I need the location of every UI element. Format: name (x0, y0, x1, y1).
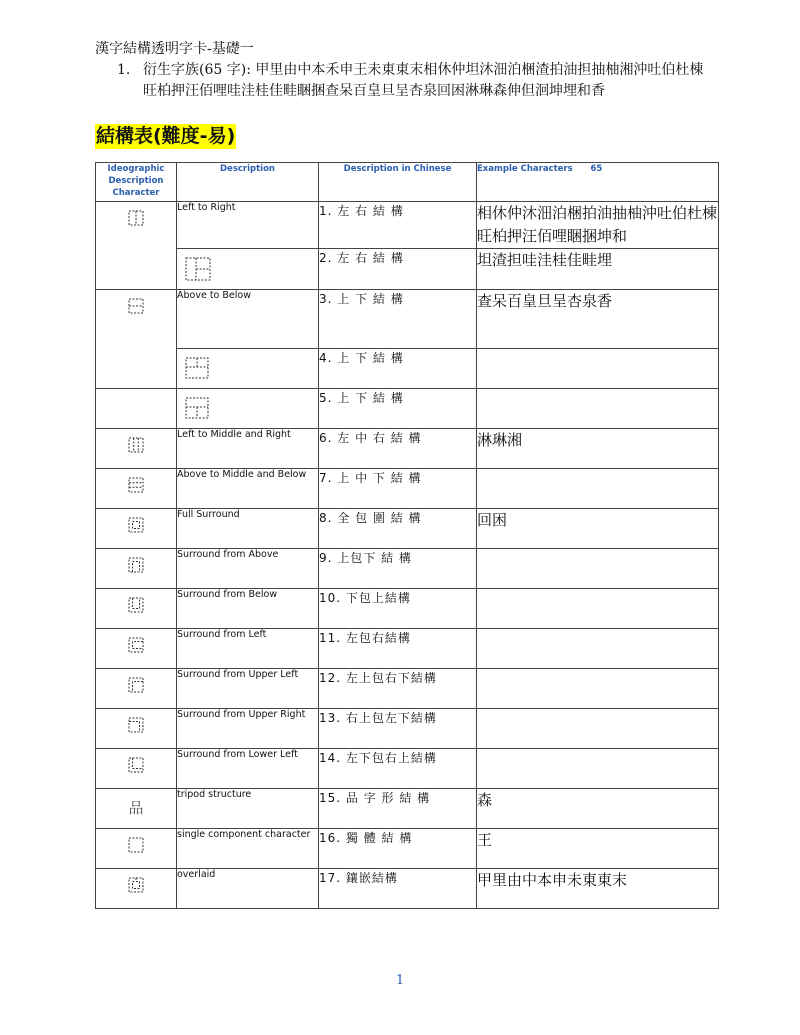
character-family (117, 60, 717, 102)
description-cell: Surround from Below (177, 589, 319, 629)
icon-cell (96, 869, 177, 909)
description-cell: single component character (177, 829, 319, 869)
tb-structure-icon (128, 298, 144, 314)
chinese-description-cell: 15. 品 字 形 結 構 (319, 789, 477, 829)
icon-cell (96, 589, 177, 629)
chinese-description-cell: 16. 獨 體 結 構 (319, 829, 477, 869)
example-characters-cell: 坦渣担哇洼桂佳畦埋 (477, 249, 719, 290)
table-row (96, 429, 719, 469)
chinese-description-cell: 2. 左 右 結 構 (319, 249, 477, 290)
header-examples (477, 163, 719, 202)
example-characters-cell (477, 469, 719, 509)
overlaid-structure-icon (128, 877, 144, 893)
table-row (96, 202, 719, 249)
table-row (96, 290, 719, 349)
header-examples-count: 65 (590, 164, 603, 174)
chinese-description-cell: 9. 上包下 結 構 (319, 549, 477, 589)
description-cell: Above to Middle and Below (177, 469, 319, 509)
lmr-structure-icon (128, 437, 144, 453)
table-row (96, 389, 719, 429)
table-row (96, 589, 719, 629)
chinese-description-cell: 6. 左 中 右 結 構 (319, 429, 477, 469)
full-structure-icon (128, 517, 144, 533)
table-row (96, 829, 719, 869)
description-cell: Surround from Left (177, 629, 319, 669)
example-characters-cell: 回困 (477, 509, 719, 549)
structure-table (95, 162, 719, 909)
table-row (96, 349, 719, 389)
example-characters-cell (477, 749, 719, 789)
description-cell: Left to Middle and Right (177, 429, 319, 469)
example-characters-cell (477, 349, 719, 389)
header-description: Description (177, 163, 319, 202)
page-number: 1 (395, 973, 405, 988)
ll-structure-icon (128, 757, 144, 773)
table-row (96, 669, 719, 709)
icon-cell (177, 349, 319, 389)
section-title: 結構表(難度-易) (96, 125, 236, 147)
above-structure-icon (128, 557, 144, 573)
table-row (96, 709, 719, 749)
tb3-structure-icon (185, 397, 209, 419)
chinese-description-cell: 13. 右上包左下結構 (319, 709, 477, 749)
example-characters-cell (477, 389, 719, 429)
icon-cell (96, 789, 177, 829)
table-row (96, 869, 719, 909)
empty-cell (96, 349, 177, 389)
table-row (96, 749, 719, 789)
family-number: 1. (117, 62, 131, 78)
example-characters-cell (477, 629, 719, 669)
description-cell: Left to Right (177, 202, 319, 249)
icon-cell (96, 549, 177, 589)
example-characters-cell: 森 (477, 789, 719, 829)
icon-cell (96, 749, 177, 789)
icon-cell (96, 202, 177, 249)
lr2-structure-icon (185, 257, 211, 281)
header-icon: Ideographic Description Character (96, 163, 177, 202)
icon-cell (177, 249, 319, 290)
table-row (96, 469, 719, 509)
icon-cell (96, 469, 177, 509)
example-characters-cell (477, 669, 719, 709)
ur-structure-icon (128, 717, 144, 733)
icon-cell (96, 629, 177, 669)
example-characters-cell: 王 (477, 829, 719, 869)
description-cell: Surround from Above (177, 549, 319, 589)
chinese-description-cell: 12. 左上包右下結構 (319, 669, 477, 709)
example-characters-cell: 相休仲沐沺泊梱拍油抽柚沖吐伯杜棟旺柏押汪佰哩睏捆坤和 (477, 202, 719, 249)
ul-structure-icon (128, 677, 144, 693)
icon-cell (177, 389, 319, 429)
empty-cell (96, 249, 177, 290)
single-structure-icon (128, 837, 144, 853)
description-cell: Surround from Lower Left (177, 749, 319, 789)
description-cell: overlaid (177, 869, 319, 909)
chinese-description-cell: 3. 上 下 結 構 (319, 290, 477, 349)
description-cell: tripod structure (177, 789, 319, 829)
icon-cell (96, 509, 177, 549)
description-cell: Surround from Upper Right (177, 709, 319, 749)
table-row (96, 789, 719, 829)
below-structure-icon (128, 597, 144, 613)
chinese-description-cell: 1. 左 右 結 構 (319, 202, 477, 249)
table-row (96, 629, 719, 669)
description-cell: Surround from Upper Left (177, 669, 319, 709)
example-characters-cell: 甲里由中本申未東東末 (477, 869, 719, 909)
icon-cell (96, 669, 177, 709)
chinese-description-cell: 7. 上 中 下 結 構 (319, 469, 477, 509)
table-row (96, 509, 719, 549)
header-examples-label: Example Characters (477, 164, 573, 174)
icon-cell (96, 829, 177, 869)
icon-cell (96, 429, 177, 469)
chinese-description-cell: 4. 上 下 結 構 (319, 349, 477, 389)
chinese-description-cell: 10. 下包上結構 (319, 589, 477, 629)
tripod-icon: 品 (128, 799, 144, 817)
description-cell: Full Surround (177, 509, 319, 549)
table-row (96, 549, 719, 589)
header-chinese: Description in Chinese (319, 163, 477, 202)
table-row (96, 249, 719, 290)
chinese-description-cell: 11. 左包右結構 (319, 629, 477, 669)
example-characters-cell: 查呆百皇旦呈杏泉香 (477, 290, 719, 349)
family-text: 衍生字族(65 字): 甲里由中本禾申王未東東末相休仲坦沐沺泊梱渣拍油担抽柚湘沖吐伯杜棟旺柏押汪佰哩哇洼桂佳畦睏捆查呆百皇旦呈杏泉回困淋琳森伸但洄坤埋和香 (143, 62, 704, 99)
example-characters-cell: 淋琳湘 (477, 429, 719, 469)
icon-cell (96, 290, 177, 349)
empty-cell (96, 389, 177, 429)
example-characters-cell (477, 549, 719, 589)
chinese-description-cell: 5. 上 下 結 構 (319, 389, 477, 429)
icon-cell (96, 709, 177, 749)
chinese-description-cell: 17. 鑲嵌結構 (319, 869, 477, 909)
example-characters-cell (477, 709, 719, 749)
tmb-structure-icon (128, 477, 144, 493)
left-structure-icon (128, 637, 144, 653)
chinese-description-cell: 8. 全 包 圍 結 構 (319, 509, 477, 549)
tb2-structure-icon (185, 357, 209, 379)
description-cell: Above to Below (177, 290, 319, 349)
page-header: 漢字結構透明字卡-基礎一 (95, 41, 254, 57)
lr-structure-icon (128, 210, 144, 226)
example-characters-cell (477, 589, 719, 629)
chinese-description-cell: 14. 左下包右上結構 (319, 749, 477, 789)
